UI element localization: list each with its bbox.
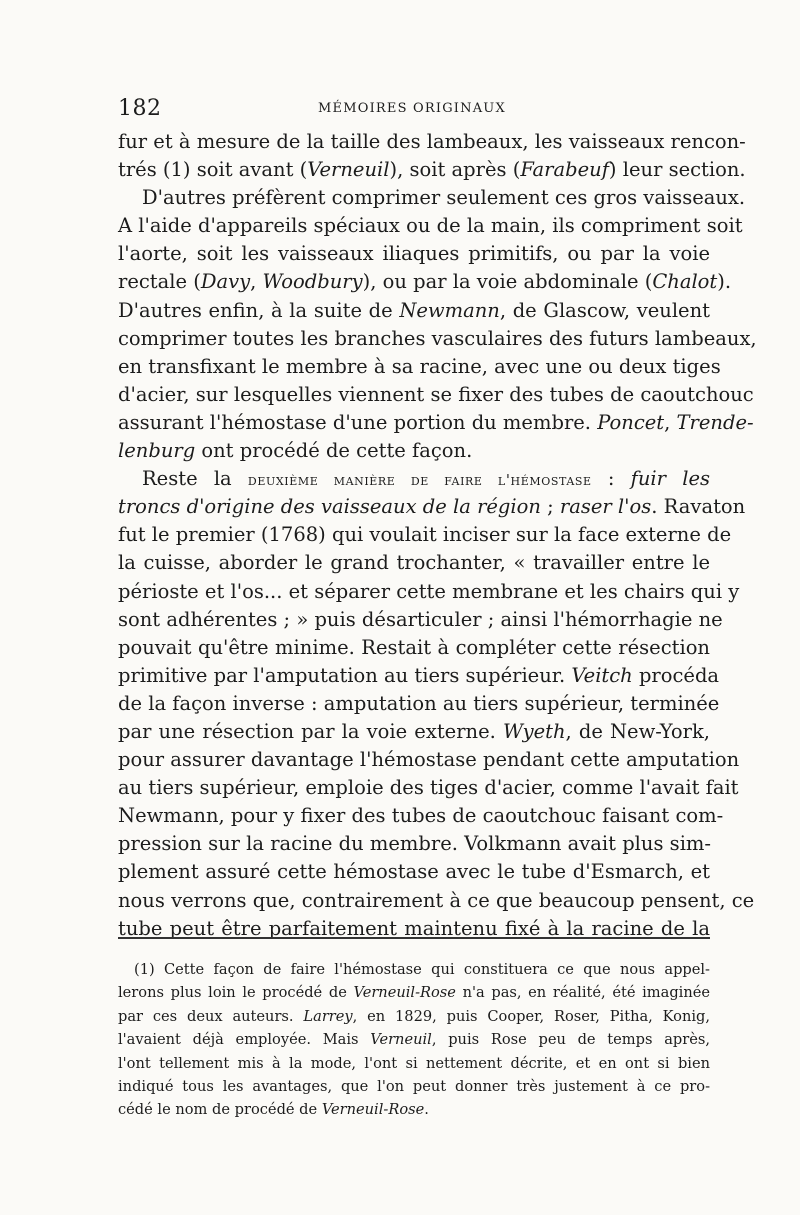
body-line: nous verrons que, contrairement à ce que beaucoup pensent, ce <box>118 888 755 912</box>
running-title: MÉMOIRES ORIGINAUX <box>318 101 506 116</box>
page-number: 182 <box>118 96 162 121</box>
footnote <box>118 958 710 1122</box>
footnote-rule <box>118 937 710 939</box>
body-line: comprimer toutes les branches vasculaires des futurs lambeaux, <box>118 326 757 350</box>
body-line: au tiers supérieur, emploie des tiges d'acier, comme l'avait fait <box>118 776 739 800</box>
footnote-line: par ces deux auteurs. Larrey, en 1829, puis Cooper, Roser, Pitha, Konig, <box>118 1007 710 1025</box>
body-line: troncs d'origine des vaisseaux de la région ; raser l'os. Ravaton <box>118 495 746 519</box>
body-text <box>118 128 757 943</box>
body-line: périoste et l'os... et séparer cette membrane et les chairs qui y <box>118 579 740 603</box>
footnote-line: l'avaient déjà employée. Mais Verneuil, puis Rose peu de temps après, <box>118 1031 710 1049</box>
body-line: fut le premier (1768) qui voulait inciser sur la face externe de <box>118 523 732 547</box>
body-line: plement assuré cette hémostase avec le tube d'Esmarch, et <box>118 860 710 884</box>
body-line: par une résection par la voie externe. Wyeth, de New-York, <box>118 719 710 743</box>
body-line: fur et à mesure de la taille des lambeaux, les vaisseaux rencon- <box>118 130 746 153</box>
body-line: l'aorte, soit les vaisseaux iliaques primitifs, ou par la voie <box>118 242 710 266</box>
footnote-line: (1) Cette façon de faire l'hémostase qui constituera ce que nous appel- <box>134 961 710 978</box>
body-line: D'autres préfèrent comprimer seulement ces gros vaisseaux. <box>142 186 746 210</box>
body-line: Reste la deuxième manière de faire l'hémostase : fuir les <box>142 467 710 491</box>
body-line: tube peut être parfaitement maintenu fixé à la racine de la <box>118 916 710 940</box>
body-line: en transfixant le membre à sa racine, avec une ou deux tiges <box>118 354 721 378</box>
body-line: pouvait qu'être minime. Restait à compléter cette résection <box>118 635 710 659</box>
body-line: sont adhérentes ; » puis désarticuler ; ainsi l'hémorrhagie ne <box>118 607 723 631</box>
body-line: d'acier, sur lesquelles viennent se fixer des tubes de caoutchouc <box>118 382 754 406</box>
body-line: lenburg ont procédé de cette façon. <box>118 439 473 463</box>
footnote-line: indiqué tous les avantages, que l'on peut donner très justement à ce pro- <box>118 1077 710 1095</box>
footnote-line: l'ont tellement mis à la mode, l'ont si nettement décrite, et en ont si bien <box>118 1054 710 1072</box>
body-line: la cuisse, aborder le grand trochanter, « travailler entre le <box>118 551 710 575</box>
body-line: pression sur la racine du membre. Volkmann avait plus sim- <box>118 832 712 856</box>
body-line: A l'aide d'appareils spéciaux ou de la main, ils compriment soit <box>118 214 743 238</box>
body-line: pour assurer davantage l'hémostase pendant cette amputation <box>118 748 740 772</box>
footnote-line: cédé le nom de procédé de Verneuil-Rose. <box>118 1101 429 1119</box>
body-line: de la façon inverse : amputation au tiers supérieur, terminée <box>118 691 720 715</box>
footnote-line: lerons plus loin le procédé de Verneuil-Rose n'a pas, en réalité, été imaginée <box>118 984 710 1002</box>
body-line: Newmann, pour y fixer des tubes de caoutchouc faisant com- <box>118 804 724 828</box>
body-line: assurant l'hémostase d'une portion du membre. Poncet, Trende- <box>118 410 754 434</box>
body-line: D'autres enfin, à la suite de Newmann, de Glascow, veulent <box>118 298 710 322</box>
page-header <box>118 96 710 124</box>
body-line: trés (1) soit avant (Verneuil), soit après (Farabeuf) leur section. <box>118 158 746 182</box>
body-line: rectale (Davy, Woodbury), ou par la voie abdominale (Chalot). <box>118 270 732 294</box>
body-line: primitive par l'amputation au tiers supérieur. Veitch procéda <box>118 663 720 687</box>
